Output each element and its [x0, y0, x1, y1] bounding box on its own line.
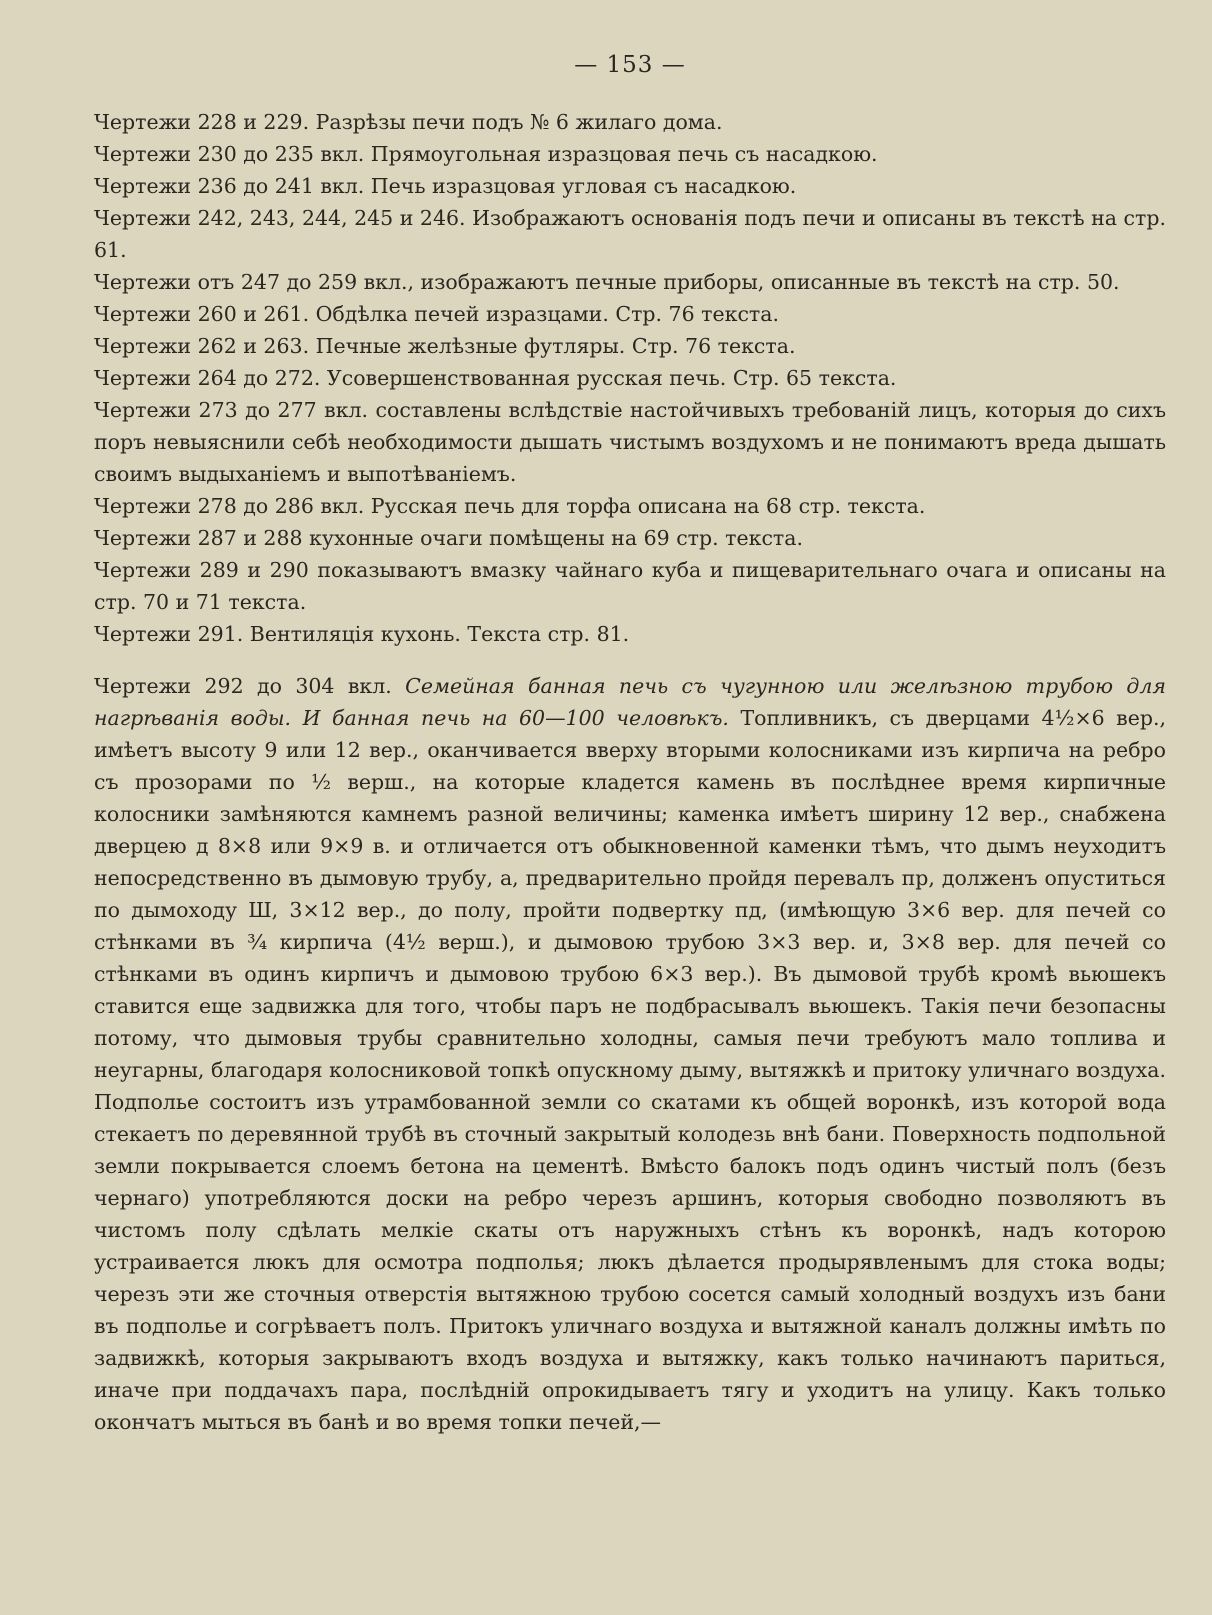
- entry-264: [94, 362, 1166, 394]
- entry-292-paragraph: [94, 670, 1166, 1438]
- entry-text: Чертежи 242, 243, 244, 245 и 246. Изображаютъ основанія подъ печи и описаны въ текстѣ на стр. 61.: [94, 206, 1166, 262]
- page: [94, 52, 1166, 1438]
- entry-278: [94, 490, 1166, 522]
- entry-289: [94, 554, 1166, 618]
- entry-287: [94, 522, 1166, 554]
- entry-text: Чертежи 236 до 241 вкл. Печь изразцовая угловая съ насадкою.: [94, 174, 797, 198]
- entry-list: [94, 106, 1166, 650]
- entry-text: Чертежи 230 до 235 вкл. Прямоугольная изразцовая печь съ насадкою.: [94, 142, 878, 166]
- entry-text: Чертежи отъ 247 до 259 вкл., изображаютъ печные приборы, описанные въ текстѣ на стр. 50.: [94, 270, 1120, 294]
- entry-text: Чертежи 289 и 290 показываютъ вмазку чайнаго куба и пищеварительнаго очага и описаны на стр. 70 и 71 текста.: [94, 558, 1166, 614]
- entry-273: [94, 394, 1166, 490]
- entry-italic-title: Семейная банная печь съ чугунною или желѣзною трубою для нагрѣванія воды. И банная печь на 60—100 человѣкъ.: [94, 674, 1166, 730]
- entry-body: Топливникъ, съ дверцами 4½×6 вер., имѣетъ высоту 9 или 12 вер., оканчивается вверху вторыми колосниками изъ кирпича на ребро съ прозорами по ½ верш., на которые кладется камень въ послѣднее время кирпичные колосники замѣняются камнемъ разной величины; каменка имѣетъ ширину 12 вер., снабжена дверцею д 8×8 или 9×9 в. и отличается отъ обыкновенной каменки тѣмъ, что дымъ неуходитъ непосредственно въ дымовую трубу, а, предварительно пройдя перевалъ пр, долженъ опуститься по дымоходу Ш, 3×12 вер., до полу, пройти подвертку пд, (имѣющую 3×6 вер. для печей со стѣнками въ ¾ кирпича (4½ верш.), и дымовою трубою 3×3 вер. и, 3×8 вер. для печей со стѣнками въ одинъ кирпичъ и дымовою трубою 6×3 вер.). Въ дымовой трубѣ кромѣ вьюшекъ ставится еще задвижка для того, чтобы паръ не подбрасывалъ вьюшекъ. Такія печи безопасны потому, что дымовыя трубы сравнительно холодны, самыя печи требуютъ мало топлива и неугарны, благодаря колосниковой топкѣ опускному дыму, вытяжкѣ и притоку уличнаго воздуха. Подполье состоитъ изъ утрамбованной земли со скатами къ общей воронкѣ, изъ которой вода стекаетъ по деревянной трубѣ въ сточный закрытый колодезь внѣ бани. Поверхность подпольной земли покрывается слоемъ бетона на цементѣ. Вмѣсто балокъ подъ одинъ чистый полъ (безъ чернаго) употребляются доски на ребро черезъ аршинъ, которыя свободно позволяютъ въ чистомъ полу сдѣлать мелкіе скаты отъ наружныхъ стѣнъ къ воронкѣ, надъ которою устраивается люкъ для осмотра подполья; люкъ дѣлается продырявленымъ для стока воды; черезъ эти же сточныя отверстія вытяжною трубою сосется самый холодный воздухъ изъ бани въ подполье и согрѣваетъ полъ. Притокъ уличнаго воздуха и вытяжной каналъ должны имѣть по задвижкѣ, которыя закрываютъ входъ воздуха и вытяжку, какъ только начинаютъ париться, иначе при поддачахъ пара, послѣдній опрокидываетъ тягу и уходитъ на улицу. Какъ только окончатъ мыться въ банѣ и во время топки печей,—: [94, 706, 1166, 1434]
- entry-242: [94, 202, 1166, 266]
- entry-text: Чертежи 273 до 277 вкл. составлены вслѣдствіе настойчивыхъ требованій лицъ, которыя до сихъ поръ невыяснили себѣ необходимости дышать чистымъ воздухомъ и не понимаютъ вреда дышать своимъ выдыханіемъ и выпотѣваніемъ.: [94, 398, 1166, 486]
- entry-lead: Чертежи 292 до 304 вкл.: [94, 674, 406, 698]
- entry-247: [94, 266, 1166, 298]
- entry-text: Чертежи 260 и 261. Обдѣлка печей изразцами. Стр. 76 текста.: [94, 302, 780, 326]
- entry-text: Чертежи 262 и 263. Печные желѣзные футляры. Стр. 76 текста.: [94, 334, 796, 358]
- entry-text: Чертежи 278 до 286 вкл. Русская печь для торфа описана на 68 стр. текста.: [94, 494, 926, 518]
- entry-text: Чертежи 228 и 229. Разрѣзы печи подъ № 6 жилаго дома.: [94, 110, 723, 134]
- entry-text: Чертежи 287 и 288 кухонные очаги помѣщены на 69 стр. текста.: [94, 526, 804, 550]
- entry-236: [94, 170, 1166, 202]
- entry-text: Чертежи 264 до 272. Усовершенствованная русская печь. Стр. 65 текста.: [94, 366, 897, 390]
- entry-text: Чертежи 291. Вентиляція кухонь. Текста стр. 81.: [94, 622, 630, 646]
- entry-260: [94, 298, 1166, 330]
- entry-262: [94, 330, 1166, 362]
- entry-228: [94, 106, 1166, 138]
- page-number: — 153 —: [574, 52, 686, 78]
- paragraph-gap: [94, 650, 1166, 670]
- entry-291: [94, 618, 1166, 650]
- entry-230: [94, 138, 1166, 170]
